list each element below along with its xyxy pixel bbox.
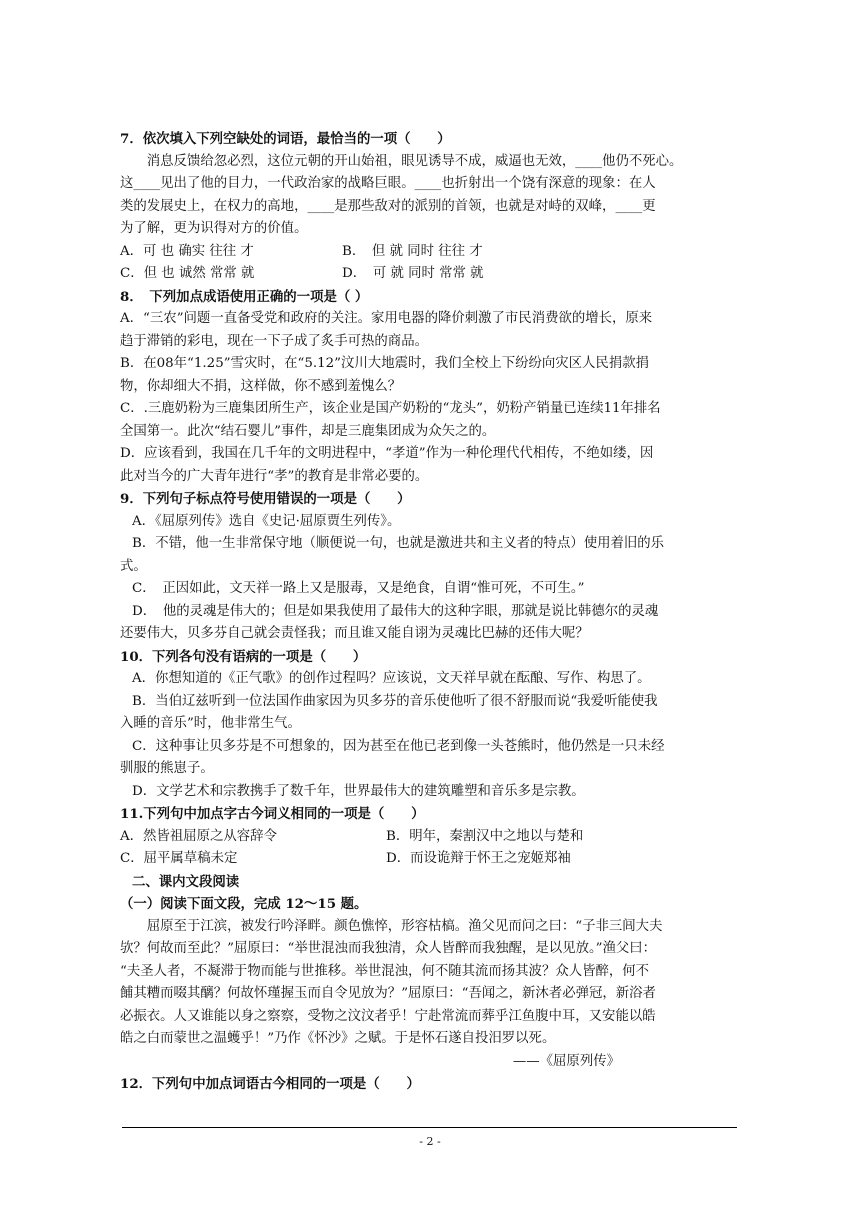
question-10-line: 驯服的熊崽子。 (120, 761, 214, 776)
question-9-line: C． 正因如此，文天祥一路上又是服毒，又是绝食，自谓“惟可死，不可生。” (132, 581, 585, 596)
question-8-line: 物，你却细大不捐，这样做，你不感到羞愧么？ (120, 378, 402, 394)
question-10-line: D．文学艺术和宗教携手了数千年，世界最伟大的建筑雕塑和音乐多是宗教。 (132, 783, 585, 799)
question-8-title: 8． 下列加点成语使用正确的一项是（ ） (120, 288, 369, 305)
section-heading: 二、课内文段阅读 (132, 873, 240, 890)
page-number: - 2 - (419, 1135, 441, 1148)
option-c: C．屈平属草稿未定 (120, 851, 238, 866)
question-10-title: 10．下列各句没有语病的一项是（ ） (120, 648, 367, 665)
option-c: C．但 也 诚然 常常 就 (120, 266, 255, 281)
reading-passage (120, 916, 740, 1074)
question-9-title: 9．下列句子标点符号使用错误的一项是（ ） (120, 491, 411, 507)
footer-divider (122, 1127, 737, 1128)
passage-line: “夫圣人者，不凝滞于物而能与世推移。举世混浊，何不随其流而扬其波？众人皆醉，何不 (120, 963, 650, 979)
passage-line: 屈原至于江滨，被发行吟泽畔。颜色憔悴，形容枯槁。渔父见而问之曰：“子非三闾大夫 (120, 918, 663, 934)
passage-line: 皓之白而蒙世之温蠖乎！”乃作《怀沙》之赋。于是怀石遂自投汨罗以死。 (120, 1031, 556, 1046)
question-7-title: 7．依次填入下列空缺处的词语，最恰当的一项（ ） (120, 131, 451, 147)
passage-source: ——《屈原列传》 (512, 1053, 620, 1069)
question-9-line: B．不错，他一生非常保守地（顺便说一句，也就是激进共和主义者的特点）使用着旧的乐 (132, 536, 665, 551)
option-b: B．明年，秦割汉中之地以与楚和 (386, 828, 584, 844)
reading-title: （一）阅读下面文段，完成 12～15 题。 (120, 896, 368, 912)
question-7-line: 类的发展史上，在权力的高地，____是那些敌对的派别的首领，也就是对峙的双峰，____更 (120, 198, 656, 214)
question-11-options-row (120, 848, 740, 871)
passage-line: 餔其糟而啜其醨？何故怀瑾握玉而自令见放为？”屈原曰：“吾闻之，新沐者必弹冠，新浴者 (120, 986, 656, 1001)
question-10-line: C．这种事让贝多芬是不可想象的，因为甚至在他已老到像一头苍熊时，他仍然是一只未经 (132, 738, 665, 754)
option-b: B． 但 就 同时 往往 才 (342, 243, 483, 259)
question-9-line: 还要伟大，贝多芬自己就会责怪我；而且谁又能自诩为灵魂比巴赫的还伟大呢？ (120, 626, 589, 641)
passage-line: 必振衣。人又谁能以身之察察，受物之汶汶者乎！宁赴常流而葬乎江鱼腹中耳，又安能以皓 (120, 1008, 656, 1024)
question-7-line: 消息反馈给忽必烈，这位元朝的开山始祖，眼见诱导不成，威逼也无效，____他仍不死心。 (120, 153, 683, 169)
option-a: A．可 也 确实 往往 才 (120, 243, 254, 259)
question-7-line: 为了解，更为识得对方的价值。 (120, 221, 308, 236)
question-7-line: 这____见出了他的目力，一代政治家的战略巨眼。____也折射出一个饶有深意的现象：在人 (120, 176, 656, 191)
question-10-line: A．你想知道的《正气歌》的创作过程吗？应该说，文天祥早就在酝酿、写作、构思了。 (132, 671, 651, 686)
question-9-line: 式。 (120, 558, 147, 574)
question-12-title: 12．下列句中加点词语古今相同的一项是（ ） (120, 1076, 420, 1092)
question-10-line: 入睡的音乐”时，他非常生气。 (120, 716, 301, 731)
question-8-line: 此对当今的广大青年进行“孝”的教育是非常必要的。 (120, 468, 429, 484)
option-a: A．然皆祖屈原之从容辞令 (120, 828, 277, 844)
question-8-line: A．“三农”问题一直备受党和政府的关注。家用电器的降价刺激了市民消费欲的增长，原来 (120, 311, 653, 326)
question-8-line: D．应该看到，我国在几千年的文明进程中，“孝道”作为一种伦理代代相传，不绝如缕，因 (120, 446, 654, 461)
question-7-options-row (120, 241, 740, 264)
question-8-line: B．在08年“1.25”雪灾时，在“5.12”汶川大地震时，我们全校上下纷纷向灾区人民捐款捐 (120, 356, 649, 371)
question-11-title: 11.下列句中加点字古今词义相同的一项是（ ） (120, 806, 425, 822)
question-9-line: D． 他的灵魂是伟大的；但是如果我使用了最伟大的这种字眼，那就是说比韩德尔的灵魂 (132, 603, 659, 619)
question-10-line: B．当伯辽兹听到一位法国作曲家因为贝多芬的音乐使他听了很不舒服而说“我爱听能使我 (132, 693, 658, 709)
question-8-line: 趋于滞销的彩电，现在一下子成了炙手可热的商品。 (120, 333, 428, 349)
question-9-line: A．《屈原列传》选自《史记·屈原贾生列传》。 (132, 513, 401, 529)
option-d: D． 可 就 同时 常常 就 (342, 266, 484, 281)
option-d: D．而设诡辩于怀王之宠姬郑袖 (386, 851, 571, 866)
page-content (120, 128, 740, 1096)
question-8-line: C．.三鹿奶粉为三鹿集团所生产，该企业是国产奶粉的“龙头”，奶粉产销量已连续11年排名 (120, 401, 661, 416)
passage-line: 欤？何故而至此？”屈原曰：“举世混浊而我独清，众人皆醉而我独醒，是以见放。”渔父曰： (120, 941, 657, 956)
question-8-line: 全国第一。此次“结石婴儿”事件，却是三鹿集团成为众矢之的。 (120, 423, 496, 439)
question-11-options-row (120, 826, 740, 849)
question-7-options-row (120, 263, 740, 286)
